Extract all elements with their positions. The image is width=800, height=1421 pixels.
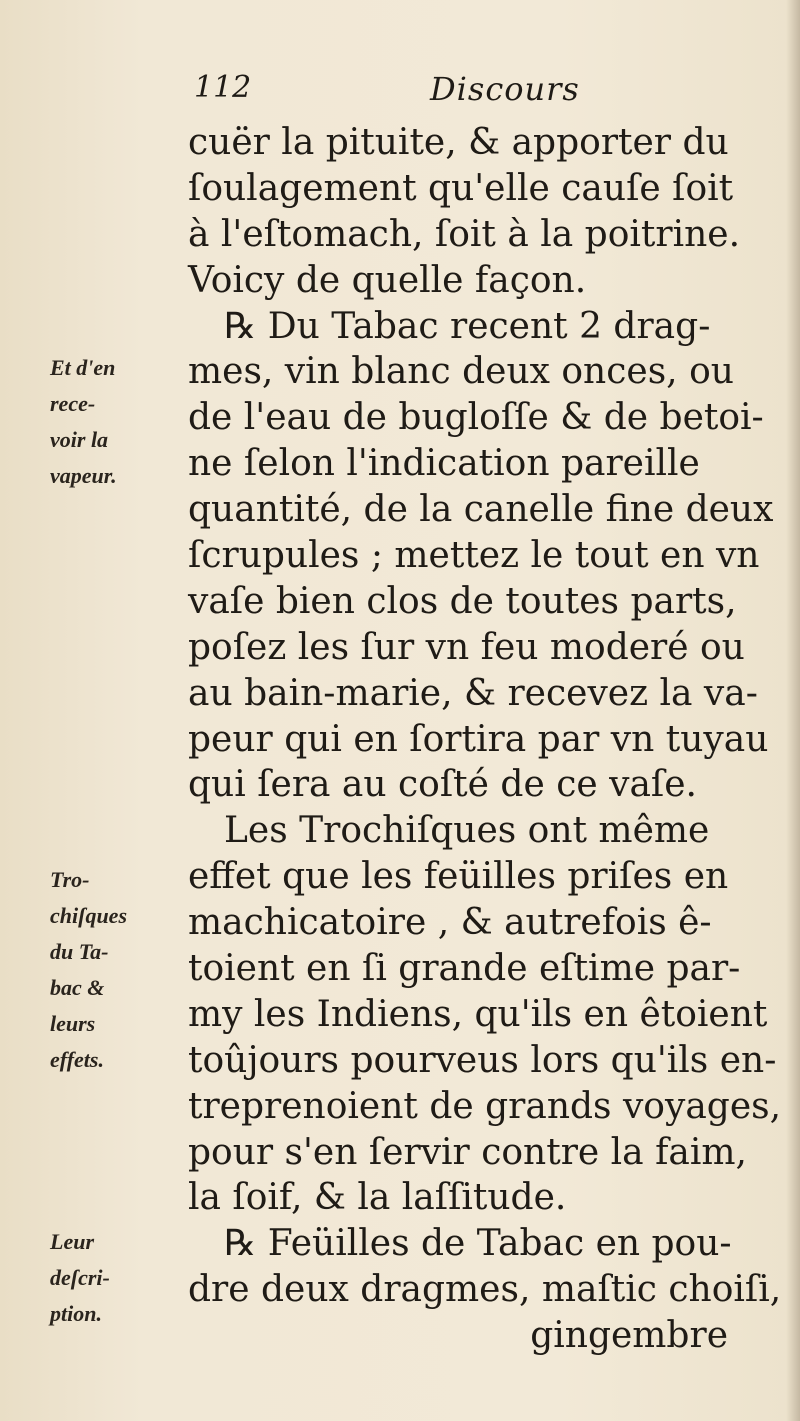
text-line: poſez les ſur vn feu moderé ou — [188, 626, 745, 668]
margin-note-line: ption. — [50, 1301, 102, 1326]
margin-note-trochisques — [50, 862, 180, 1078]
text-line: vaſe bien clos de toutes parts, — [188, 580, 737, 622]
running-title: Discours — [430, 70, 580, 108]
page-edge-shadow — [786, 0, 800, 1421]
margin-note-line: rece- — [50, 391, 96, 416]
page-number: 112 — [194, 70, 252, 105]
text-line: à l'eſtomach, ſoit à la poitrine. — [188, 213, 741, 255]
margin-note-line: voir la — [50, 427, 109, 452]
margin-note-description — [50, 1224, 180, 1332]
text-line: au bain-marie, & recevez la va- — [188, 672, 758, 714]
text-line: de l'eau de bugloſſe & de betoi- — [188, 397, 764, 439]
page-header — [190, 70, 750, 120]
text-line: qui ſera au coſté de ce vaſe. — [188, 764, 697, 806]
text-line: effet que les feüilles priſes en — [188, 856, 729, 898]
body-text — [188, 120, 782, 1359]
margin-note-line: Et d'en — [50, 355, 116, 380]
text-line: toient en ſi grande eſtime par- — [188, 948, 741, 990]
text-line: ſcrupules ; mettez le tout en vn — [188, 535, 760, 577]
text-line: peur qui en ſortira par vn tuyau — [188, 718, 769, 760]
text-line: quantité, de la canelle fine deux — [188, 489, 774, 531]
text-line: Voicy de quelle façon. — [188, 259, 587, 301]
text-line: ℞ Du Tabac recent 2 drag- — [224, 305, 711, 347]
text-line: cuër la pituite, & apporter du — [188, 122, 729, 163]
margin-note-vapor — [50, 350, 180, 494]
margin-note-line: vapeur. — [50, 463, 117, 488]
text-line: mes, vin blanc deux onces, ou — [188, 351, 734, 393]
margin-note-line: chiſques — [50, 903, 127, 928]
margin-note-line: effets. — [50, 1047, 104, 1072]
margin-note-line: Tro- — [50, 867, 90, 892]
text-line: treprenoient de grands voyages, — [188, 1085, 782, 1127]
margin-note-line: du Ta- — [50, 939, 109, 964]
margin-note-line: Leur — [50, 1229, 94, 1254]
catchword: gingembre — [530, 1315, 728, 1357]
text-line: toûjours pourveus lors qu'ils en- — [188, 1039, 777, 1081]
text-line: ne ſelon l'indication pareille — [188, 443, 700, 485]
text-line: my les Indiens, qu'ils en êtoient — [188, 993, 768, 1035]
text-line: la ſoif, & la laſſitude. — [188, 1177, 567, 1219]
margin-note-line: leurs — [50, 1011, 96, 1036]
text-line: dre deux dragmes, maſtic choiſi, — [188, 1269, 782, 1311]
margin-note-line: bac & — [50, 975, 105, 1000]
text-line: ſoulagement qu'elle cauſe ſoit — [188, 167, 734, 209]
text-line: pour s'en ſervir contre la faim, — [188, 1131, 747, 1173]
margin-note-line: deſcri- — [50, 1265, 110, 1290]
text-line: machicatoire , & autrefois ê- — [188, 902, 712, 944]
text-line: ℞ Feüilles de Tabac en pou- — [224, 1223, 732, 1265]
text-line: Les Trochiſques ont même — [224, 810, 710, 852]
